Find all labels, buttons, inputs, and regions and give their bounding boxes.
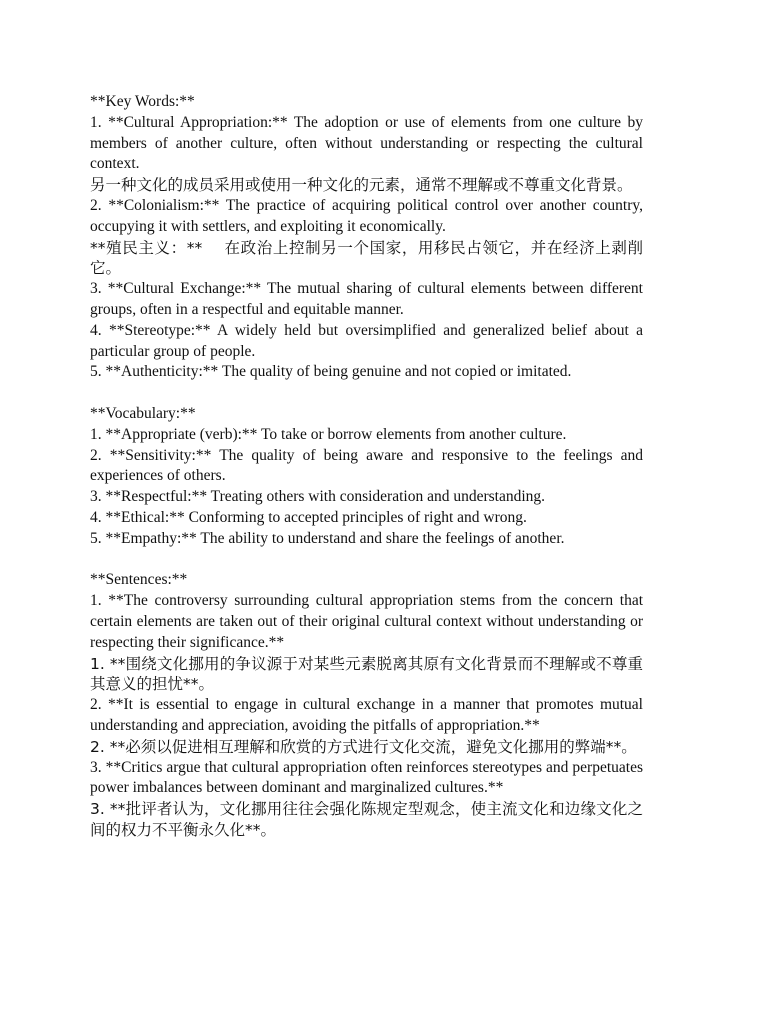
key-word-3-en: 3. **Cultural Exchange:** The mutual sharing of cultural elements between different groups, often in a respectful and equitable manner. <box>90 280 643 318</box>
vocabulary-item-4: 4. **Ethical:** Conforming to accepted principles of right and wrong. <box>90 508 527 526</box>
section-gap <box>90 383 643 404</box>
sentence-1-en: 1. **The controversy surrounding cultural appropriation stems from the concern that certain elements are taken out of their original cultural context without understanding or respecting their significance.** <box>90 592 643 651</box>
key-words-heading: **Key Words:** <box>90 93 195 110</box>
vocabulary-item-2: 2. **Sensitivity:** The quality of being aware and responsive to the feelings and experiences of others. <box>90 446 643 485</box>
vocabulary-heading: **Vocabulary:** <box>90 404 196 422</box>
key-word-2-zh: **殖民主义：** 在政治上控制另一个国家，用移民占领它，并在经济上剥削它。 <box>90 238 643 278</box>
key-word-5-en: 5. **Authenticity:** The quality of being genuine and not copied or imitated. <box>90 363 572 381</box>
document-body <box>90 92 643 841</box>
sentence-2-en: 2. **It is essential to engage in cultural exchange in a manner that promotes mutual understanding and appreciation, avoiding the pitfalls of appropriation.** <box>90 696 643 734</box>
section-gap <box>90 550 643 571</box>
sentence-3-en: 3. **Critics argue that cultural appropriation often reinforces stereotypes and perpetuates power imbalances between dominant and marginalized cultures.** <box>90 758 643 797</box>
key-word-4-en: 4. **Stereotype:** A widely held but oversimplified and generalized belief about a particular group of people. <box>90 321 643 360</box>
sentence-2-zh: 2. **必须以促进相互理解和欣赏的方式进行文化交流，避免文化挪用的弊端**。 <box>90 737 637 756</box>
sentences-heading: **Sentences:** <box>90 571 188 589</box>
key-word-2-en: 2. **Colonialism:** The practice of acquiring political control over another country, occupying it with settlers, and exploiting it economically. <box>90 196 643 235</box>
vocabulary-item-1: 1. **Appropriate (verb):** To take or borrow elements from another culture. <box>90 425 567 443</box>
sentence-1-zh: 1. **围绕文化挪用的争议源于对某些元素脱离其原有文化背景而不理解或不尊重其意义的担忧**。 <box>90 654 643 694</box>
vocabulary-item-3: 3. **Respectful:** Treating others with consideration and understanding. <box>90 488 546 506</box>
sentence-3-zh: 3. **批评者认为，文化挪用往往会强化陈规定型观念，使主流文化和边缘文化之间的权力不平衡永久化**。 <box>90 800 643 839</box>
key-word-1-zh: 另一种文化的成员采用或使用一种文化的元素，通常不理解或不尊重文化背景。 <box>90 176 633 195</box>
vocabulary-item-5: 5. **Empathy:** The ability to understand and share the feelings of another. <box>90 529 565 547</box>
key-word-1-en: 1. **Cultural Appropriation:** The adoption or use of elements from one culture by members of another culture, often without understanding or respecting the cultural context. <box>90 113 643 173</box>
